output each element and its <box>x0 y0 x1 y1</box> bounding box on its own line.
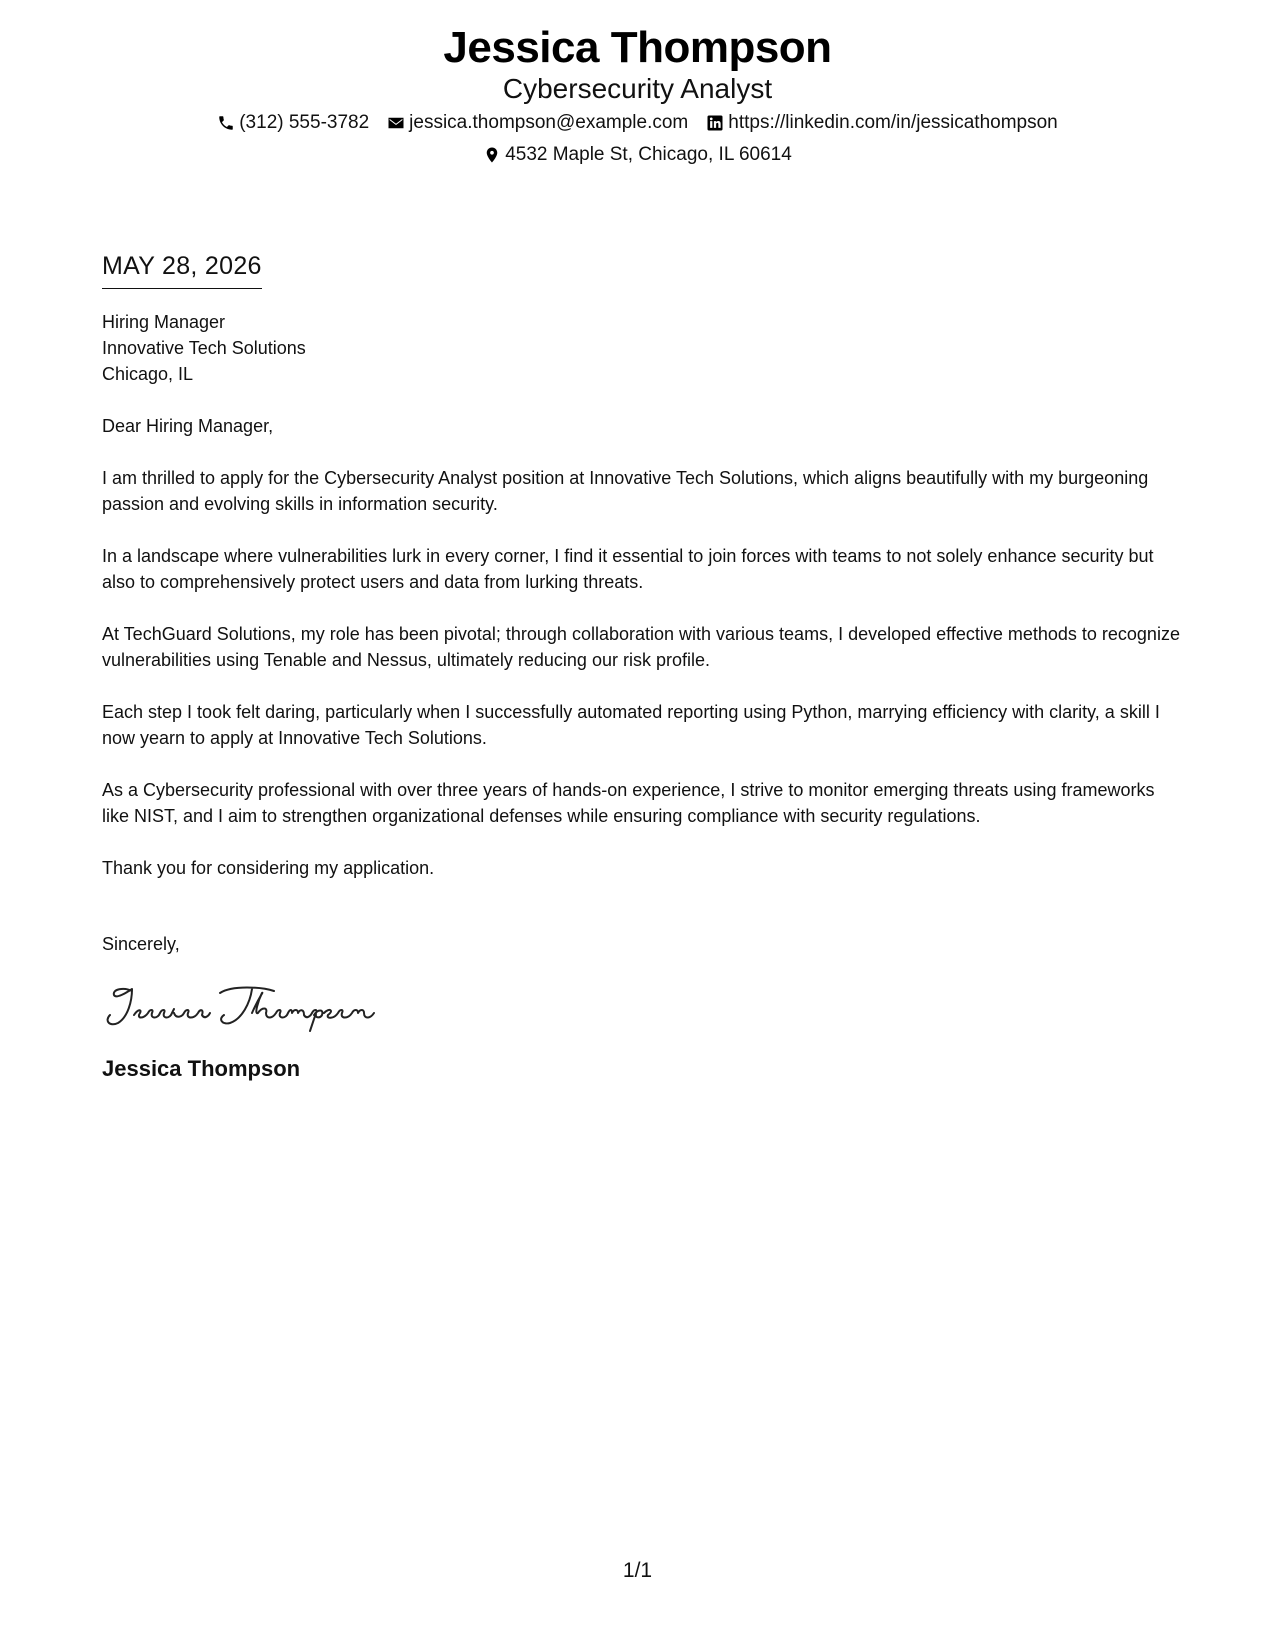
applicant-name: Jessica Thompson <box>443 23 832 72</box>
body-paragraph: In a landscape where vulnerabilities lurk in every corner, I find it essential to join forces with teams to not solely enhance security but also to comprehensively protect users and data from lurking threats. <box>102 546 1154 592</box>
phone-text: (312) 555-3782 <box>239 112 370 133</box>
linkedin-icon <box>706 114 724 132</box>
phone-icon <box>217 114 235 132</box>
address-row <box>0 142 1275 168</box>
address-text: 4532 Maple St, Chicago, IL 60614 <box>505 144 792 165</box>
contact-row <box>0 110 1275 136</box>
body-paragraph: As a Cybersecurity professional with over three years of hands-on experience, I strive to monitor emerging threats using frameworks like NIST, and I aim to strengthen organizational defenses while ensuring compliance with security regulations. <box>102 780 1155 826</box>
signed-name: Jessica Thompson <box>102 1056 301 1081</box>
recipient-line: Chicago, IL <box>102 364 194 384</box>
contact-phone <box>217 110 369 136</box>
letter-body <box>102 250 1182 1083</box>
linkedin-text[interactable]: https://linkedin.com/in/jessicathompson <box>728 112 1058 133</box>
body-paragraph: At TechGuard Solutions, my role has been pivotal; through collaboration with various teams, I developed effective methods to recognize vulnerabilities using Tenable and Nessus, ultimately reducing our risk profile. <box>102 624 1180 670</box>
closing: Sincerely, <box>102 934 180 954</box>
page-number: 1/1 <box>622 1559 653 1582</box>
letter-date: MAY 28, 2026 <box>102 250 262 289</box>
contact-address <box>483 142 792 168</box>
recipient-line: Innovative Tech Solutions <box>102 338 306 358</box>
envelope-icon <box>387 114 405 132</box>
handwritten-signature <box>102 979 392 1035</box>
salutation: Dear Hiring Manager, <box>102 416 274 436</box>
recipient-line: Hiring Manager <box>102 312 226 332</box>
map-pin-icon <box>483 146 501 164</box>
recipient-block <box>102 309 1182 387</box>
body-paragraph: I am thrilled to apply for the Cybersecurity Analyst position at Innovative Tech Solutions, which aligns beautifully with my burgeoning passion and evolving skills in information security. <box>102 468 1149 514</box>
letter-header <box>0 22 1275 168</box>
body-paragraph: Each step I took felt daring, particularly when I successfully automated reporting using Python, marrying efficiency with clarity, a skill I now yearn to apply at Innovative Tech Solutions. <box>102 702 1160 748</box>
email-text[interactable]: jessica.thompson@example.com <box>409 112 689 133</box>
contact-linkedin[interactable] <box>706 110 1058 136</box>
body-paragraph: Thank you for considering my application. <box>102 858 435 878</box>
applicant-title: Cybersecurity Analyst <box>502 73 773 104</box>
contact-email[interactable] <box>387 110 688 136</box>
